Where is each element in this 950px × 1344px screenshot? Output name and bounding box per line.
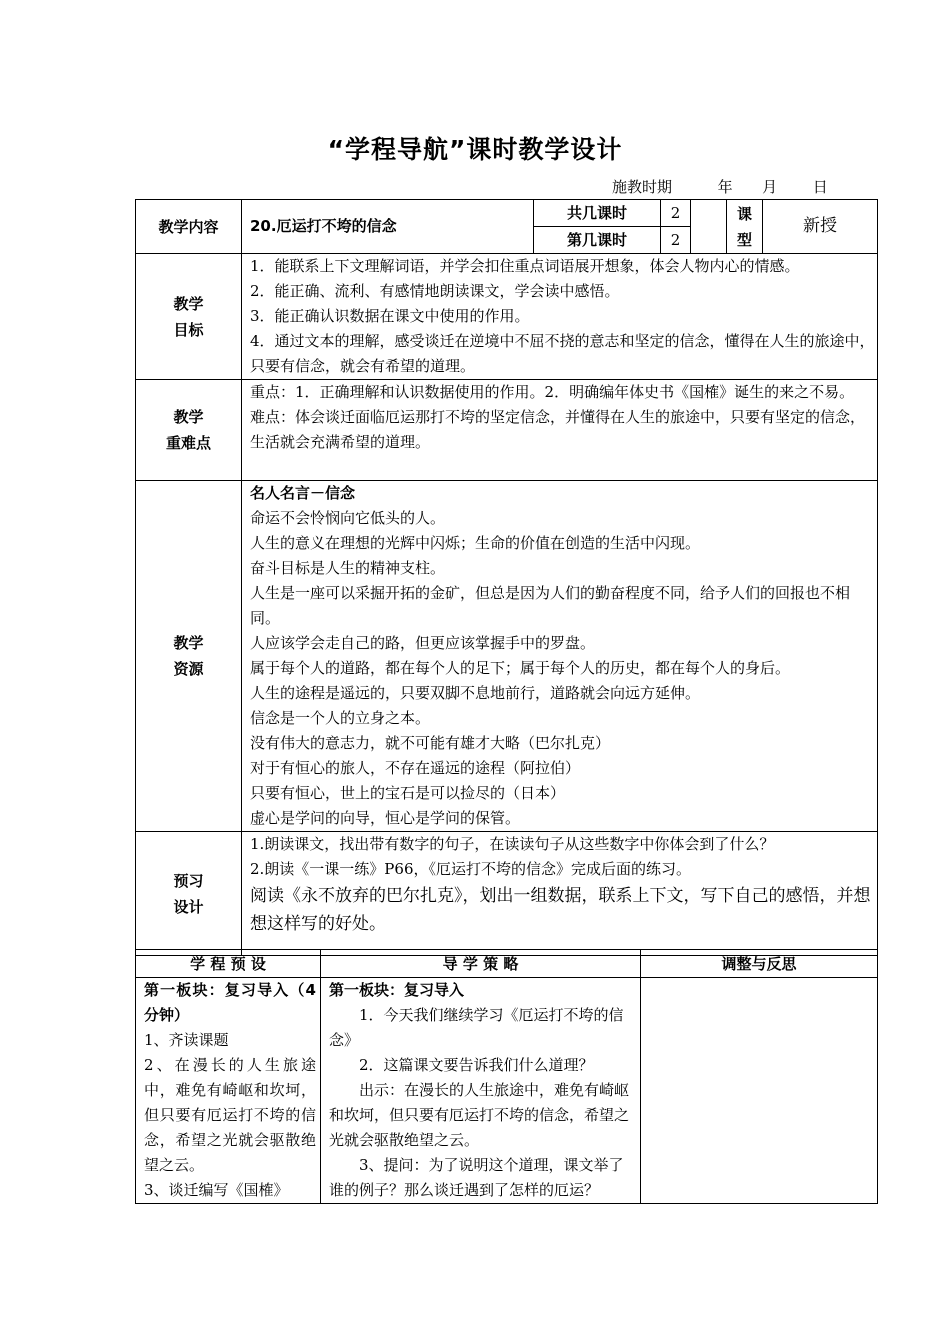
quote-item: 属于每个人的道路，都在每个人的足下；属于每个人的历史，都在每个人的身后。 (250, 659, 791, 677)
quote-item: 只要有恒心，世上的宝石是可以捡尽的（日本） (250, 784, 566, 802)
key-points-content (242, 380, 878, 481)
process-item: 3、谈迁编写《国榷》 (144, 1181, 289, 1199)
preview-label: 预习 设计 (136, 832, 242, 956)
type-label: 课 型 (727, 200, 763, 254)
goals-label: 教学 目标 (136, 254, 242, 380)
quote-item: 人应该学会走自己的路，但更应该掌握手中的罗盘。 (250, 634, 596, 652)
preview-content (242, 832, 878, 956)
goals-content (242, 254, 878, 380)
type-value: 新授 (763, 200, 878, 254)
page-title: “学程导航”课时教学设计 (327, 135, 623, 164)
quote-item: 人生是一座可以采掘开拓的金矿，但总是因为人们的勤奋程度不同，给予人们的回报也不相同。 (250, 584, 851, 627)
goal-item: 1．能联系上下文理解词语，并学会扣住重点词语展开想象，体会人物内心的情感。 (250, 257, 800, 275)
quote-item: 人生的途程是遥远的，只要双脚不息地前行，道路就会向远方延伸。 (250, 684, 701, 702)
col-header-process: 学 程 预 设 (136, 950, 321, 978)
goal-item: 2．能正确、流利、有感情地朗读课文，学会读中感悟。 (250, 282, 620, 300)
content-label: 教学内容 (136, 200, 242, 254)
strategy-heading: 第一板块：复习导入 (329, 981, 465, 999)
strategy-item: 3、提问：为了说明这个道理，课文举了谁的例子？那么谈迁遇到了怎样的厄运？ (329, 1156, 624, 1199)
key-points-label: 教学 重难点 (136, 380, 242, 481)
process-item: 2、在漫长的人生旅途中，难免有崎岖和坎坷，但只要有厄运打不垮的信念，希望之光就会驱散绝望之云。 (144, 1056, 316, 1174)
quote-item: 人生的意义在理想的光辉中闪烁；生命的价值在创造的生活中闪现。 (250, 534, 701, 552)
process-item: 1、齐读课题 (144, 1031, 229, 1049)
reflection-cell (641, 978, 878, 1204)
date-month: 月 (762, 178, 778, 196)
resources-content (242, 481, 878, 832)
total-periods-label: 共几课时 (534, 200, 661, 227)
key-point-item: 重点：1．正确理解和认识数据使用的作用。2．明确编年体史书《国榷》诞生的来之不易。 (250, 383, 855, 401)
preview-large-item: 阅读《永不放弃的巴尔扎克》，划出一组数据，联系上下文，写下自己的感悟，并想想这样写的好处。 (250, 886, 871, 934)
date-label: 施教时期 (612, 178, 673, 196)
preview-item: 2.朗读《一课一练》P66，《厄运打不垮的信念》完成后面的练习。 (250, 860, 691, 878)
quote-item: 命运不会怜悯向它低头的人。 (250, 509, 446, 527)
date-year: 年 (717, 178, 733, 196)
goal-item: 3．能正确认识数据在课文中使用的作用。 (250, 307, 530, 325)
date-day: 日 (812, 178, 828, 196)
goal-item: 4．通过文本的理解，感受谈迁在逆境中不屈不挠的意志和坚定的信念，懂得在人生的旅途中，只要有信念，就会有希望的道理。 (250, 332, 875, 375)
strategy-item: 2．这篇课文要告诉我们什么道理？ (359, 1056, 594, 1074)
quote-item: 对于有恒心的旅人，不存在遥远的途程（阿拉伯） (250, 759, 581, 777)
resources-label: 教学 资源 (136, 481, 242, 832)
process-heading: 第一板块：复习导入（4分钟） (144, 981, 316, 1024)
strategy-item: 出示：在漫长的人生旅途中，难免有崎岖和坎坷，但只要有厄运打不垮的信念，希望之光就会驱散绝望之云。 (329, 1081, 630, 1149)
lesson-title: 20.厄运打不垮的信念 (242, 200, 534, 254)
key-point-item: 难点：体会谈迁面临厄运那打不垮的坚定信念，并懂得在人生的旅途中，只要有坚定的信念，生活就会充满希望的道理。 (250, 408, 866, 451)
quote-item: 没有伟大的意志力，就不可能有雄才大略（巴尔扎克） (250, 734, 611, 752)
quote-item: 信念是一个人的立身之本。 (250, 709, 431, 727)
strategy-cell (321, 978, 641, 1204)
quote-item: 奋斗目标是人生的精神支柱。 (250, 559, 446, 577)
current-period-label: 第几课时 (534, 227, 661, 254)
quote-item: 虚心是学问的向导，恒心是学问的保管。 (250, 809, 521, 827)
process-cell (136, 978, 321, 1204)
lesson-plan-table (135, 199, 878, 956)
strategy-item: 1．今天我们继续学习《厄运打不垮的信念》 (329, 1006, 624, 1049)
col-header-reflection: 调整与反思 (641, 950, 878, 978)
preview-item: 1.朗读课文，找出带有数字的句子，在读读句子从这些数字中你体会到了什么？ (250, 835, 775, 853)
col-header-strategy: 导 学 策 略 (321, 950, 641, 978)
process-table (135, 949, 878, 1204)
resources-heading: 名人名言－信念 (250, 484, 356, 502)
current-period-value: 2 (661, 227, 691, 254)
total-periods-value: 2 (661, 200, 691, 227)
date-line (612, 176, 828, 197)
